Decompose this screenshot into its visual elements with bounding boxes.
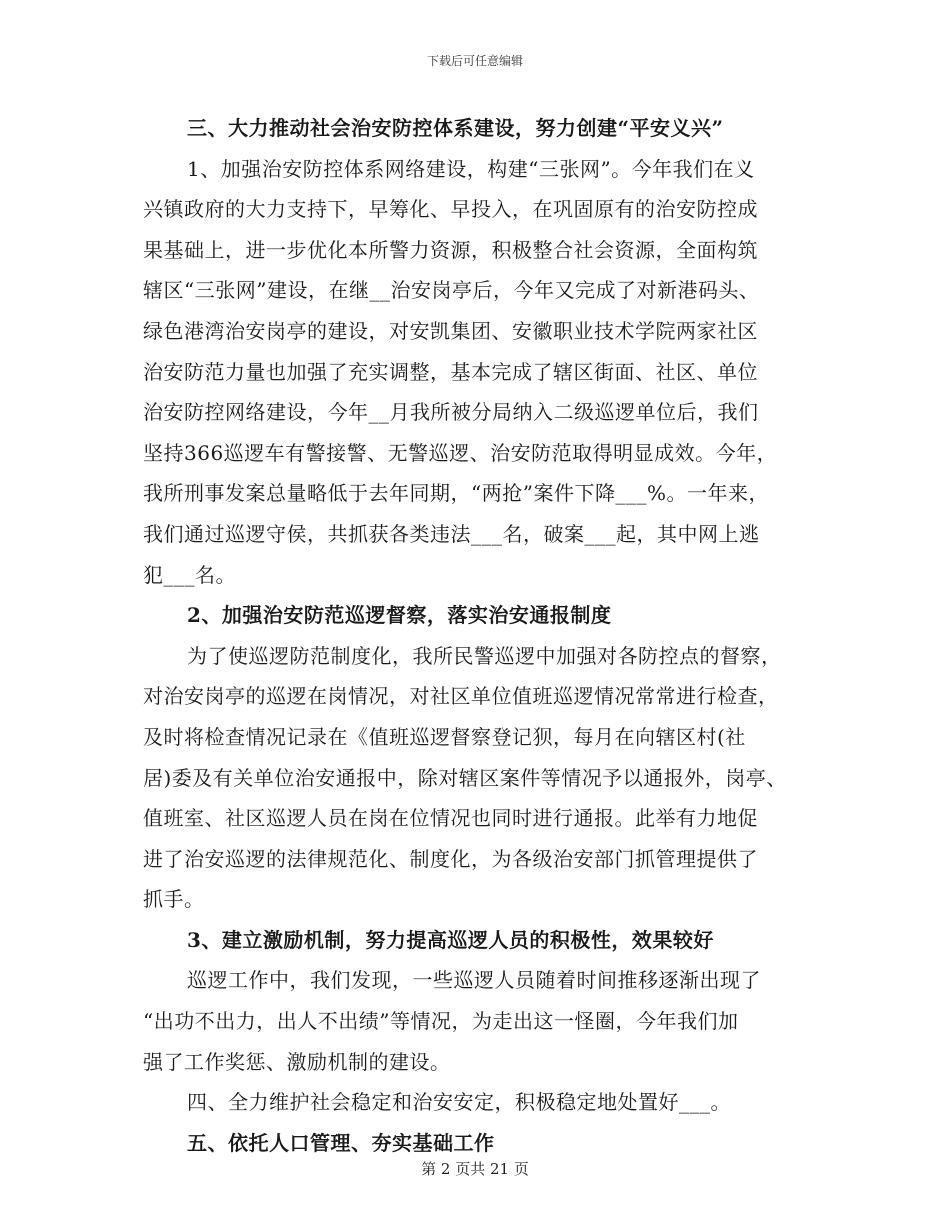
paragraph-line: 1、加强治安防控体系网络建设，构建“三张网”。今年我们在义 xyxy=(187,156,755,181)
paragraph-line: 犯___名。 xyxy=(143,562,236,587)
paragraph-line: 绿色港湾治安岗亭的建设，对安凯集团、安徽职业技术学院两家社区 xyxy=(143,318,758,343)
page-footer: 第 2 页共 21 页 xyxy=(421,1160,529,1178)
page-header: 下载后可任意编辑 xyxy=(426,54,523,68)
paragraph-line: 强了工作奖惩、激励机制的建设。 xyxy=(143,1049,451,1074)
paragraph-line: 我所刑事发案总量略低于去年同期，“两抢”案件下降___%。一年来， xyxy=(143,481,769,506)
paragraph-line: “出功不出力，出人不出绩”等情况，为走出这一怪圈，今年我们加 xyxy=(143,1009,739,1034)
section-heading: 五、依托人口管理、夯实基础工作 xyxy=(187,1130,495,1155)
paragraph-line: 及时将检查情况记录在《值班巡逻督察登记狈，每月在向辖区村(社 xyxy=(143,724,746,749)
paragraph-line: 抓手。 xyxy=(143,887,205,912)
section-heading: 2、加强治安防范巡逻督察，落实治安通报制度 xyxy=(187,603,612,628)
paragraph-line: 对治安岗亭的巡逻在岗情况，对社区单位值班巡逻情况常常进行检查， xyxy=(143,684,779,709)
paragraph-line: 治安防控网络建设，今年__月我所被分局纳入二级巡逻单位后，我们 xyxy=(143,400,759,425)
section-heading: 3、建立激励机制，努力提高巡逻人员的积极性，效果较好 xyxy=(187,927,714,952)
document-body xyxy=(143,108,815,1163)
paragraph-line: 进了治安巡逻的法律规范化、制度化，为各级治安部门抓管理提供了 xyxy=(143,846,758,871)
paragraph-line: 居)委及有关单位治安通报中，除对辖区案件等情况予以通报外，岗亭、 xyxy=(143,765,787,790)
paragraph-line: 果基础上，进一步优化本所警力资源，积极整合社会资源，全面构筑 xyxy=(143,237,758,262)
paragraph-line: 巡逻工作中，我们发现，一些巡逻人员随着时间推移逐渐出现了 xyxy=(187,968,761,993)
section-heading: 三、大力推动社会治安防控体系建设，努力创建“平安义兴” xyxy=(187,116,724,140)
paragraph-line: 四、全力维护社会稳定和治安安定，积极稳定地处置好___。 xyxy=(187,1090,731,1115)
paragraph-line: 坚持366巡逻车有警接警、无警巡逻、治安防范取得明显成效。今年， xyxy=(143,440,778,465)
paragraph-line: 为了使巡逻防范制度化，我所民警巡逻中加强对各防控点的督察， xyxy=(187,643,782,668)
paragraph-line: 兴镇政府的大力支持下，早筹化、早投入，在巩固原有的治安防控成 xyxy=(143,197,758,222)
paragraph-line: 辖区“三张网”建设，在继__治安岗亭后，今年又完成了对新港码头、 xyxy=(143,278,760,303)
paragraph-line: 治安防范力量也加强了充实调整，基本完成了辖区街面、社区、单位 xyxy=(143,359,758,384)
paragraph-line: 值班室、社区巡逻人员在岗在位情况也同时进行通报。此举有力地促 xyxy=(143,806,758,831)
paragraph-line: 我们通过巡逻守侯，共抓获各类违法___名，破案___起，其中网上逃 xyxy=(143,521,760,546)
